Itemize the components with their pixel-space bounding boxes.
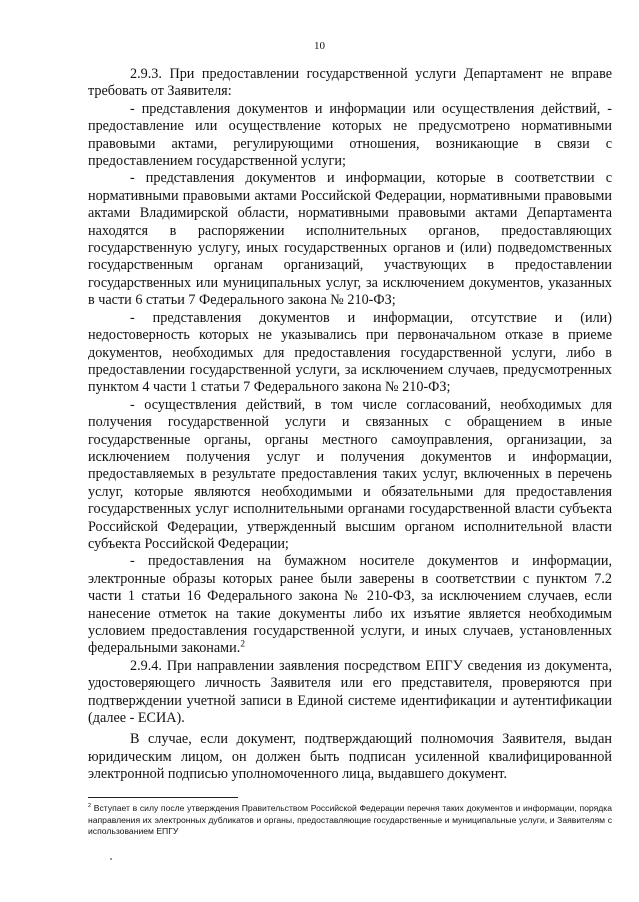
scan-speck — [110, 858, 112, 860]
footnote-text: Вступает в силу после утверждения Правительством Российской Федерации перечня таких документов и информации, порядка направления их электронных дубликатов и органы, предоставляющие государственные и муниципальные услуги, и Заявителям с использованием ЕПГУ — [88, 803, 612, 837]
list-item-paragraph: - представления документов и информации, отсутствие и (или) недостоверность которых не указывались при первоначальном отказе в приеме документов, необходимых для предоставления государственной услуги, либо в предоставлении государственной услуги, за исключением случаев, предусмотренных пунктом 4 части 1 статьи 7 Федерального закона № 210-ФЗ; — [88, 309, 612, 396]
footnote — [88, 803, 612, 838]
footnote-reference[interactable]: 2 — [240, 638, 245, 649]
page-number: 10 — [314, 40, 325, 52]
body-text — [88, 66, 612, 784]
list-item-paragraph: - представления документов и информации, которые в соответствии с нормативными правовыми актами Российской Федерации, нормативными правовыми актами Владимирской области, нормативными правовыми актами Департамента находятся в распоряжении исполнительных органов, предоставляющих государственную услугу, иных государственных органов и (или) подведомственных государственным органам организаций, участвующих в предоставлении государственных или муниципальных услуг, за исключением документов, указанных в части 6 статьи 7 Федерального закона № 210-ФЗ; — [88, 170, 612, 309]
list-item-paragraph: - осуществления действий, в том числе согласований, необходимых для получения государственной услуги и связанных с обращением в иные государственные органы, органы местного самоуправления, организации, за исключением получения услуг и получения документов и информации, предоставляемых в результате предоставления таких услуг, включенных в перечень услуг, которые являются необходимыми и обязательными для предоставления государственных услуг исполнительными органами государственной власти субъекта Российской Федерации, утвержденный высшим органом исполнительной власти субъекта Российской Федерации; — [88, 396, 612, 552]
paragraph-text: - предоставления на бумажном носителе документов и информации, электронные образы которых ранее были заверены в соответствии с пунктом 7.2 части 1 статьи 16 Федерального закона № 210-ФЗ, за исключением случаев, если нанесение отметок на такие документы либо их изъятие является необходимым условием предоставления государственной услуги, и иных случаев, установленных федеральными законами. — [88, 553, 612, 657]
paragraph-authority-document: В случае, если документ, подтверждающий полномочия Заявителя, выдан юридическим лицом, он должен быть подписан усиленной квалифицированной электронной подписью уполномоченного лица, выдавшего документ. — [88, 731, 612, 783]
paragraph-2-9-4: 2.9.4. При направлении заявления посредством ЕПГУ сведения из документа, удостоверяющего личность Заявителя или его представителя, проверяются при подтверждении учетной записи в Единой системе идентификации и аутентификации (далее - ЕСИА). — [88, 657, 612, 727]
footnote-marker: 2 — [88, 803, 92, 810]
footnote-divider — [88, 797, 238, 798]
paragraph-2-9-3: 2.9.3. При предоставлении государственной услуги Департамент не вправе требовать от Заявителя: — [88, 66, 612, 100]
list-item-paragraph — [88, 553, 612, 657]
list-item-paragraph: - представления документов и информации или осуществления действий, - предоставление или осуществление которых не предусмотрено нормативными правовыми актами, регулирующими отношения, возникающие в связи с предоставлением государственной услуги; — [88, 100, 612, 170]
